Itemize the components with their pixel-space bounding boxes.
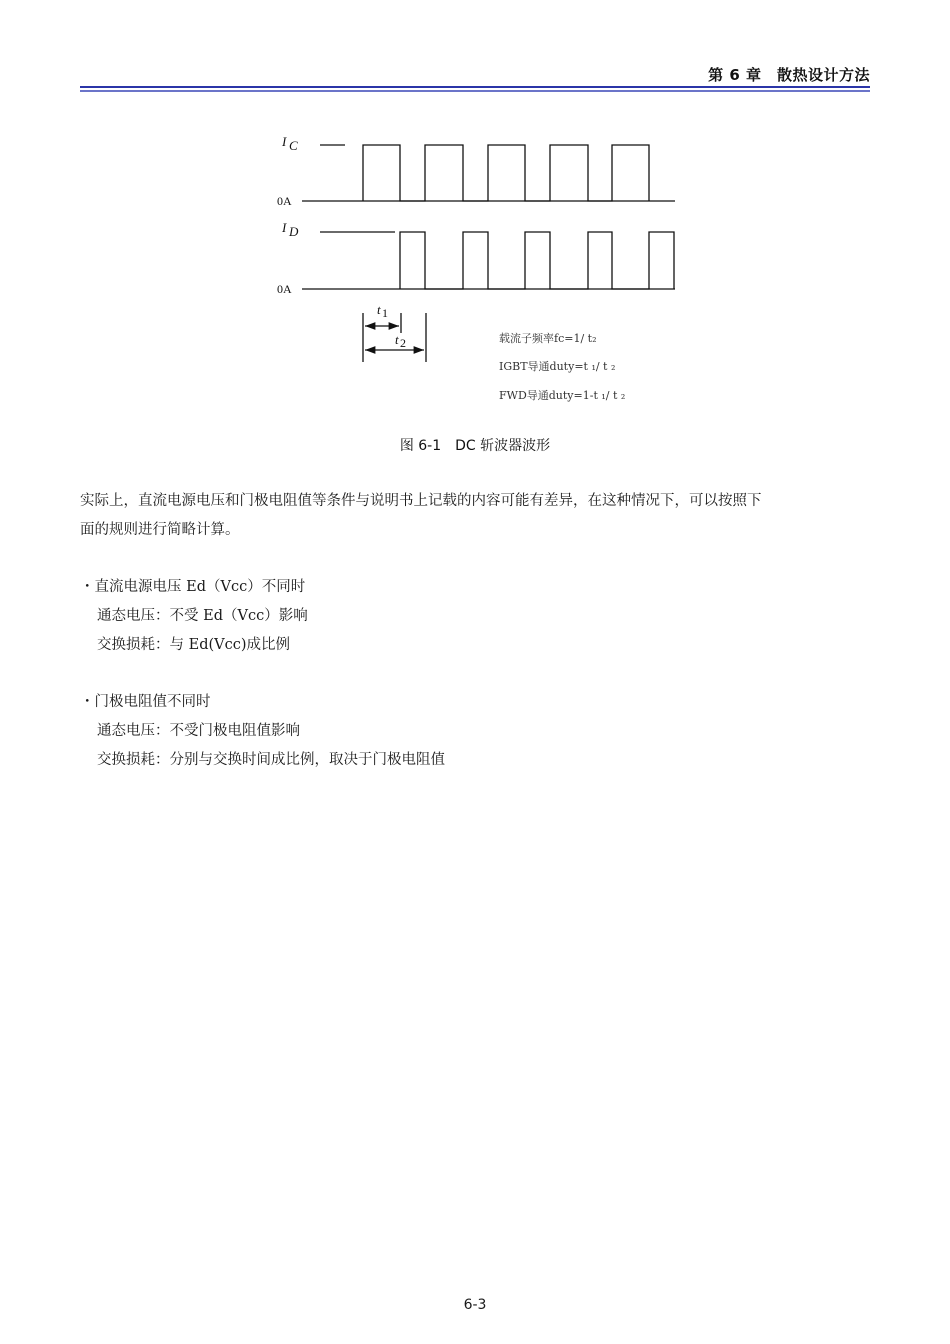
id-pulse-train bbox=[400, 232, 674, 289]
voltage-rule-switching: 交换损耗：与 Ed(Vcc)成比例 bbox=[97, 637, 291, 653]
t2-label: t bbox=[395, 332, 399, 347]
paragraph-line-1: 实际上，直流电源电压和门极电阻值等条件与说明书上记载的内容可能有差异，在这种情况下，可以按照下 bbox=[80, 493, 762, 509]
id-label-sub: D bbox=[289, 224, 299, 239]
gate-rule-switching: 交换损耗：分别与交换时间成比例，取决于门极电阻值 bbox=[97, 752, 445, 768]
carrier-frequency-note: 载流子频率fc=1/ t₂ bbox=[499, 332, 597, 345]
gate-rule-heading: ・门极电阻值不同时 bbox=[80, 694, 211, 710]
fwd-duty-note: FWD导通duty=1-t ₁/ t ₂ bbox=[499, 389, 626, 402]
body-paragraph bbox=[80, 487, 872, 545]
voltage-rule-list bbox=[80, 573, 308, 660]
gate-rule-on-state: 通态电压：不受门极电阻值影响 bbox=[97, 723, 300, 739]
chapter-title: 第 6 章 散热设计方法 bbox=[708, 66, 870, 84]
page-number: 6-3 bbox=[463, 1297, 487, 1313]
paragraph-line-2: 面的规则进行简略计算。 bbox=[80, 522, 240, 538]
ic-label: I bbox=[282, 134, 287, 149]
id-label: I bbox=[282, 220, 287, 235]
dc-chopper-waveform-figure bbox=[0, 0, 950, 430]
ic-pulse-train bbox=[363, 145, 649, 201]
t1-label: t bbox=[377, 302, 381, 317]
t1-label-sub: 1 bbox=[382, 306, 388, 320]
gate-resistance-rule-list bbox=[80, 688, 445, 775]
figure-caption: 图 6-1 DC 斩波器波形 bbox=[399, 438, 551, 454]
voltage-rule-heading: ・直流电源电压 Ed（Vcc）不同时 bbox=[80, 579, 306, 595]
t2-label-sub: 2 bbox=[400, 336, 406, 350]
voltage-rule-on-state: 通态电压：不受 Ed（Vcc）影响 bbox=[97, 608, 308, 624]
ic-label-sub: C bbox=[289, 138, 298, 153]
ic-zero-label: 0A bbox=[277, 194, 292, 208]
id-zero-label: 0A bbox=[277, 282, 292, 296]
igbt-duty-note: IGBT导通duty=t ₁/ t ₂ bbox=[499, 360, 616, 373]
